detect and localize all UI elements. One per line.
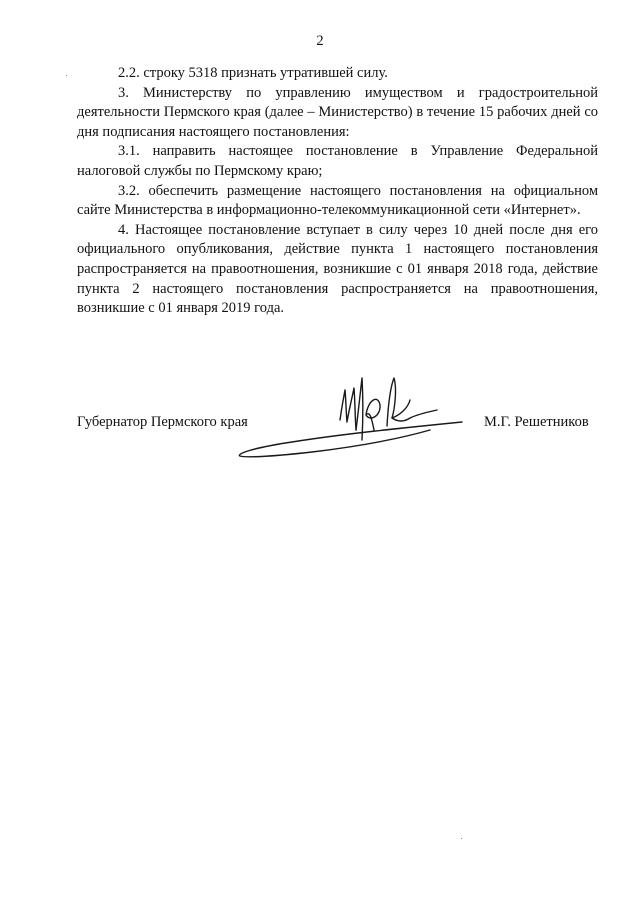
paragraph-3: 3. Министерству по управлению имуществом и градостроительной деятельности Пермского края (далее – Министерство) в течение 15 рабочих дней со дня подписания настоящего постановления: — [77, 84, 598, 140]
paragraph-3-1: 3.1. направить настоящее постановление в Управление Федеральной налоговой службы по Пермскому краю; — [77, 143, 598, 179]
signatory-name: М.Г. Решетников — [484, 414, 589, 430]
paragraph-4: 4. Настоящее постановление вступает в силу через 10 дней после дня его официального опубликования, действие пункта 1 настоящего постановления распространяется на правоотношения, возникшие с 01 января 2018 года, действие пункта 2 настоящего постановления распространяется на правоотношения, возникшие с 01 января 2019 года. — [77, 221, 598, 317]
paragraph-2-2: 2.2. строку 5318 признать утратившей силу. — [118, 65, 388, 81]
page-number: 2 — [316, 33, 324, 49]
handwritten-signature — [232, 360, 482, 470]
signatory-position: Губернатор Пермского края — [77, 414, 248, 430]
scan-speck — [66, 75, 67, 76]
document-body — [77, 64, 598, 319]
paragraph-3-2: 3.2. обеспечить размещение настоящего постановления на официальном сайте Министерства в информационно-телекоммуникационной сети «Интернет». — [77, 182, 598, 219]
scan-speck — [461, 838, 462, 839]
